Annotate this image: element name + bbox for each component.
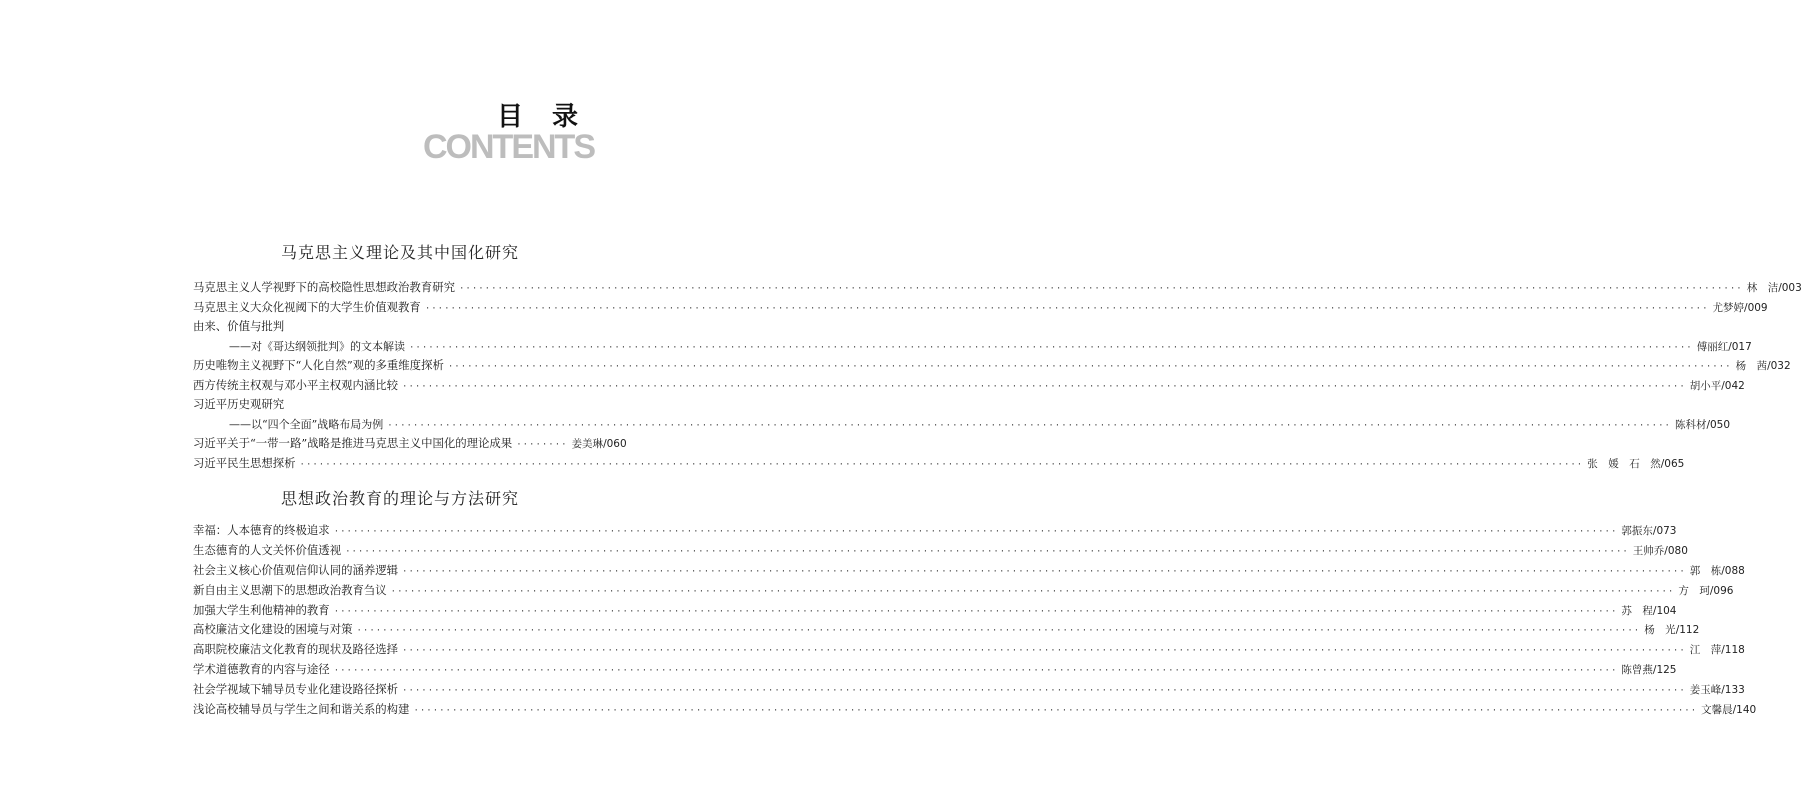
section-list xyxy=(193,521,1757,720)
dot-leader: ········································································································································································································ xyxy=(333,527,1618,537)
entry-author: 郭振东 xyxy=(1621,525,1653,537)
entry-author: 胡小平 xyxy=(1689,379,1722,392)
entry-author: 王帅乔 xyxy=(1632,544,1665,557)
entry-title: ——以“四个全面”战略布局为例 xyxy=(229,417,384,431)
entry-title: 习近平历史观研究 xyxy=(193,397,285,411)
entry-title: 加强大学生利他精神的教育 xyxy=(193,602,330,617)
entry-title: ——对《哥达纲领批判》的文本解读 xyxy=(229,339,405,353)
dot-leader: ········································································································································································································ xyxy=(409,342,1693,353)
entry-title: 生态德育的人文关怀价值透视 xyxy=(193,542,342,557)
toc-entry[interactable] xyxy=(193,317,607,337)
toc-entry[interactable] xyxy=(193,415,1731,435)
dot-leader: ········ xyxy=(516,440,568,450)
entry-author: 方 珂 xyxy=(1678,584,1710,597)
entry-page: /009 xyxy=(1744,301,1768,314)
entry-author: 张 媛 石 然 xyxy=(1587,457,1661,470)
entry-title: 社会学视域下辅导员专业化建设路径探析 xyxy=(193,682,399,697)
toc-entry[interactable] xyxy=(193,337,1752,357)
entry-title: 马克思主义大众化视阈下的大学生价值观教育 xyxy=(193,299,421,314)
entry-page: /112 xyxy=(1675,624,1700,637)
entry-page: /050 xyxy=(1706,418,1731,431)
dot-leader: ········································································································································································································ xyxy=(402,686,1686,697)
entry-author: 文馨晨 xyxy=(1701,704,1733,717)
section-list xyxy=(193,278,1802,473)
toc-entry[interactable] xyxy=(193,454,1685,474)
entry-page: /042 xyxy=(1721,379,1745,392)
dot-leader: ········································································································································································································ xyxy=(356,626,1641,637)
toc-entry[interactable] xyxy=(193,680,1745,700)
toc-entry[interactable] xyxy=(193,521,1677,541)
toc-entry[interactable] xyxy=(193,376,1745,396)
entry-page: /060 xyxy=(603,438,627,450)
entry-page: /140 xyxy=(1732,704,1757,717)
entry-title: 社会主义核心价值观信仰认同的涵养逻辑 xyxy=(193,562,399,577)
dot-leader: ········································································································································································································ xyxy=(402,381,1686,392)
dot-leader: ········································································································································································································ xyxy=(459,284,1743,294)
dot-leader: ········································································································································································································ xyxy=(424,303,1709,314)
dot-leader: ········································································································································································································ xyxy=(333,666,1618,677)
entry-page: /032 xyxy=(1767,360,1791,372)
toc-entry[interactable] xyxy=(193,700,1757,720)
entry-author: 杨 光 xyxy=(1644,624,1676,637)
toc-entry[interactable] xyxy=(193,395,607,415)
entry-author: 姜玉峰 xyxy=(1689,684,1722,697)
entry-title: 习近平民生思想探析 xyxy=(193,455,296,470)
entry-title: 浅论高校辅导员与学生之间和谐关系的构建 xyxy=(193,702,410,717)
entry-title: 习近平关于“一带一路”战略是推进马克思主义中国化的理论成果 xyxy=(193,436,513,450)
entry-page: /080 xyxy=(1664,544,1688,557)
entry-title: 幸福：人本德育的终极追求 xyxy=(193,523,330,537)
entry-author: 姜美琳 xyxy=(571,438,604,450)
toc-entry[interactable] xyxy=(193,581,1734,601)
dot-leader: ········································································································································································································ xyxy=(333,606,1618,617)
toc-entry[interactable] xyxy=(193,356,1791,376)
dot-leader: ········································································································································································································ xyxy=(299,459,1584,470)
entry-page: /118 xyxy=(1721,644,1745,657)
entry-author: 杨 茜 xyxy=(1735,360,1768,372)
entry-title: 新自由主义思潮下的思想政治教育刍议 xyxy=(193,582,387,597)
entry-author: 傅丽红 xyxy=(1696,340,1729,353)
entry-page: /003 xyxy=(1778,282,1802,294)
toc-entry[interactable] xyxy=(193,620,1700,640)
entry-title: 高校廉洁文化建设的困境与对策 xyxy=(193,622,353,637)
entry-page: /096 xyxy=(1709,584,1734,597)
dot-leader: ········································································································································································································ xyxy=(413,706,1698,717)
entry-title: 由来、价值与批判 xyxy=(193,319,285,333)
section-title: 思想政治教育的理论与方法研究 xyxy=(280,489,519,508)
entry-title: 马克思主义人学视野下的高校隐性思想政治教育研究 xyxy=(193,280,455,294)
entry-page: /125 xyxy=(1652,664,1677,677)
entry-page: /073 xyxy=(1652,525,1677,537)
entry-author: 尤梦婷 xyxy=(1712,301,1745,314)
toc-entry[interactable] xyxy=(193,298,1768,318)
dot-leader: ········································································································································································································ xyxy=(345,546,1629,557)
entry-title: 高职院校廉洁文化教育的现状及路径选择 xyxy=(193,642,399,657)
toc-entry[interactable] xyxy=(193,601,1677,621)
toc-heading-cn: 目 录 xyxy=(496,102,588,132)
toc-entry[interactable] xyxy=(193,640,1745,660)
toc-entry[interactable] xyxy=(193,561,1745,581)
entry-page: /104 xyxy=(1652,604,1677,617)
entry-page: /088 xyxy=(1721,564,1745,577)
entry-page: /065 xyxy=(1660,457,1685,470)
dot-leader: ········································································································································································································ xyxy=(390,586,1675,597)
entry-author: 郭 栋 xyxy=(1689,564,1722,577)
toc-entry[interactable] xyxy=(193,278,1802,298)
dot-leader: ········································································································································································································ xyxy=(402,566,1686,577)
entry-author: 林 洁 xyxy=(1746,282,1779,294)
toc-entry[interactable] xyxy=(193,660,1677,680)
entry-title: 学术道德教育的内容与途径 xyxy=(193,662,330,677)
entry-author: 苏 程 xyxy=(1621,604,1653,617)
dot-leader: ········································································································································································································ xyxy=(447,362,1732,372)
entry-page: /133 xyxy=(1721,684,1745,697)
entry-author: 陈曾燕 xyxy=(1621,664,1653,677)
toc-heading-en: CONTENTS xyxy=(423,128,594,166)
entry-title: 历史唯物主义视野下“人化自然”观的多重维度探析 xyxy=(193,358,444,372)
entry-title: 西方传统主权观与邓小平主权观内涵比较 xyxy=(193,377,399,392)
entry-author: 陈科材 xyxy=(1674,418,1707,431)
toc-entry[interactable] xyxy=(193,541,1688,561)
entry-page: /017 xyxy=(1728,340,1752,353)
toc-entry[interactable] xyxy=(193,434,627,454)
dot-leader: ········································································································································································································ xyxy=(402,646,1686,657)
section-title: 马克思主义理论及其中国化研究 xyxy=(280,243,519,262)
dot-leader: ········································································································································································································ xyxy=(387,420,1671,431)
entry-author: 江 萍 xyxy=(1689,644,1722,657)
